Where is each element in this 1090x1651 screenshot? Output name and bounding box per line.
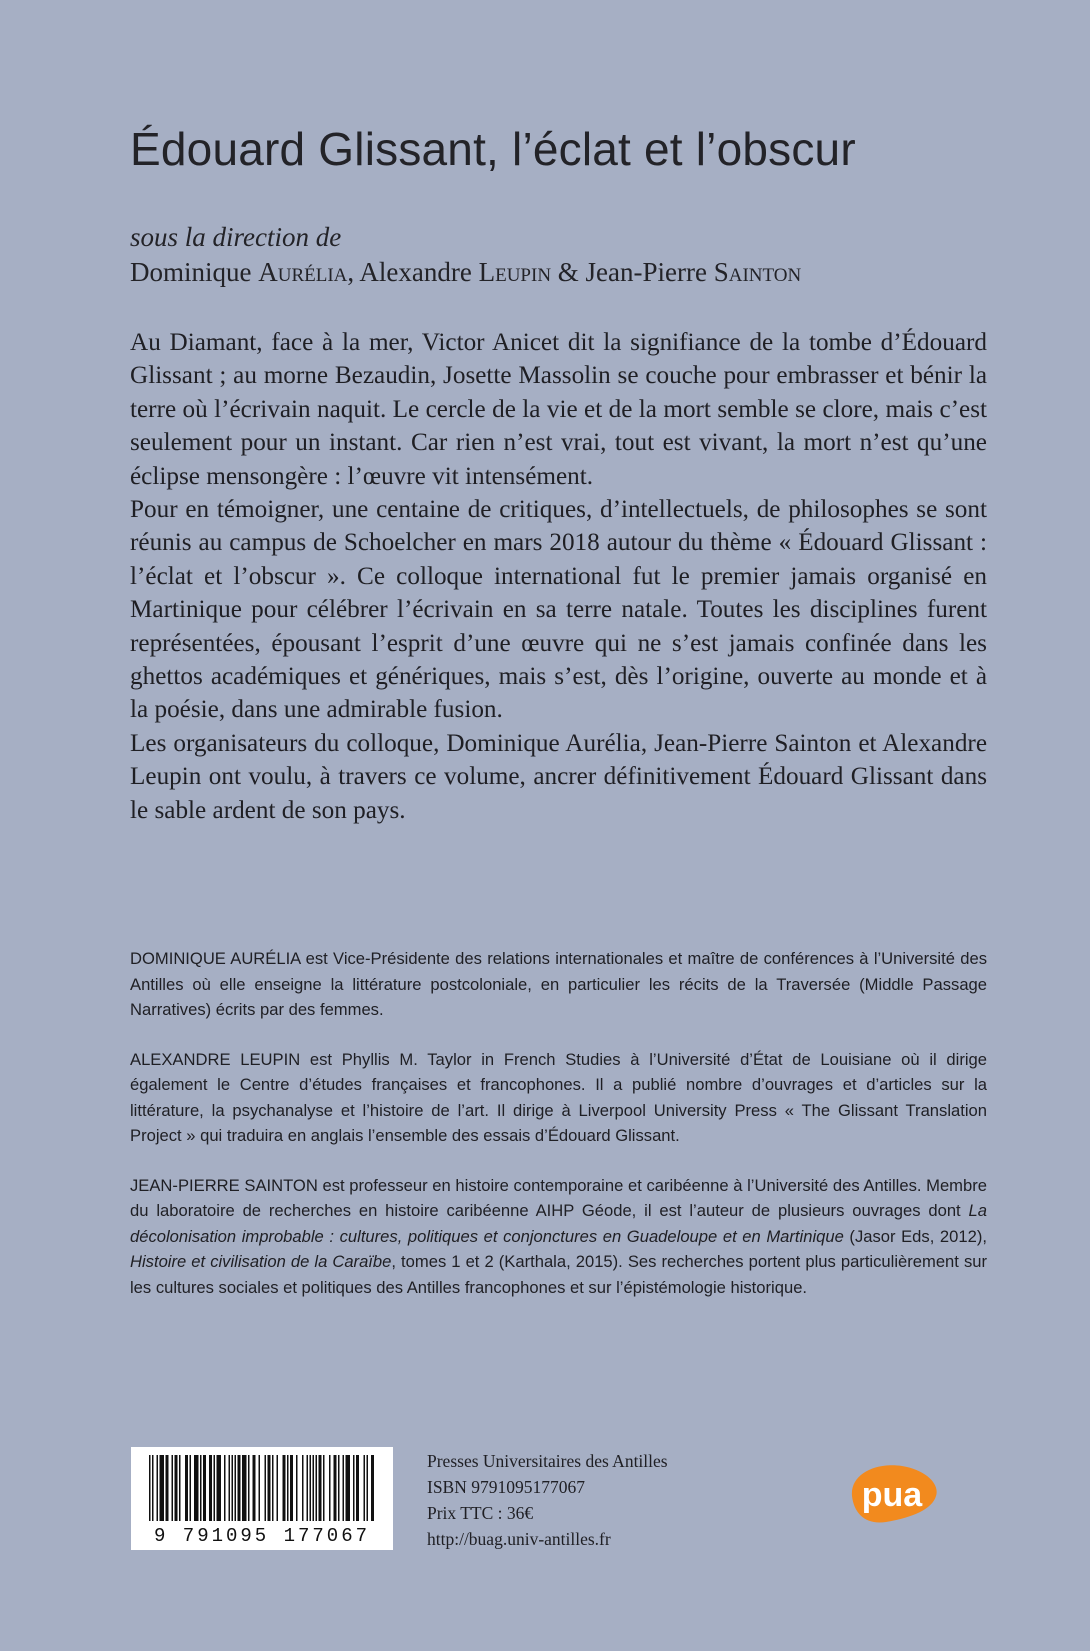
barcode-bar bbox=[310, 1455, 312, 1521]
barcode-bar bbox=[190, 1455, 192, 1521]
blurb bbox=[130, 326, 987, 827]
barcode-bar bbox=[364, 1455, 366, 1521]
barcode-bar bbox=[238, 1455, 241, 1521]
barcode-bar bbox=[175, 1455, 178, 1521]
barcode-bar bbox=[319, 1455, 322, 1521]
barcode-bar bbox=[152, 1455, 154, 1521]
barcode-bar bbox=[166, 1455, 169, 1521]
author-bios bbox=[130, 946, 987, 1324]
barcode-bar bbox=[316, 1455, 318, 1521]
barcode-bar bbox=[248, 1455, 250, 1521]
barcode-bar bbox=[329, 1455, 331, 1521]
barcode-bar bbox=[217, 1455, 222, 1521]
barcode-bar bbox=[185, 1455, 188, 1521]
book-title: Édouard Glissant, l’éclat et l’obscur bbox=[130, 123, 856, 175]
editors-line bbox=[130, 257, 801, 288]
barcode-bar bbox=[157, 1455, 159, 1521]
bio-sainton-book-1: La décolonisation improbable : cultures, politiques et conjonctures en Guadeloupe et en Martinique bbox=[130, 1201, 987, 1246]
barcode-bar bbox=[346, 1455, 351, 1521]
barcode-bar bbox=[356, 1455, 359, 1521]
barcode-bar bbox=[338, 1455, 340, 1521]
barcode-bar bbox=[179, 1455, 181, 1521]
barcode-bar bbox=[224, 1455, 226, 1521]
editor-1-last: Aurélia bbox=[258, 257, 348, 287]
blurb-paragraph: Les organisateurs du colloque, Dominique Aurélia, Jean-Pierre Sainton et Alexandre Leupin ont voulu, à travers ce volume, ancrer définitivement Édouard Glissant dans le sable ardent de son pays. bbox=[130, 729, 987, 824]
bio-sainton bbox=[130, 1173, 987, 1301]
publisher-url[interactable]: http://buag.univ-antilles.fr bbox=[427, 1529, 611, 1549]
barcode-bar bbox=[160, 1455, 165, 1521]
barcode-bar bbox=[307, 1455, 309, 1521]
editor-3-last: Sainton bbox=[713, 257, 802, 287]
isbn-text: ISBN 9791095177067 bbox=[427, 1477, 585, 1497]
barcode-bar bbox=[323, 1455, 325, 1521]
pua-logo bbox=[846, 1460, 942, 1526]
barcode-bar bbox=[203, 1455, 206, 1521]
barcode-bar bbox=[367, 1455, 369, 1521]
barcode-bar bbox=[334, 1455, 337, 1521]
barcode-bar bbox=[272, 1455, 274, 1521]
editor-1-first: Dominique bbox=[130, 257, 259, 287]
editor-sep-1: , Alexandre bbox=[347, 257, 479, 287]
bio-sainton-text-1: JEAN-PIERRE SAINTON est professeur en histoire contemporaine et caribéenne à l’Université des Antilles. Membre du laboratoire de recherches en histoire caribéenne AIHP Géode, il est l’auteur de plusieurs ouvrages dont bbox=[130, 1175, 987, 1220]
bio-sainton-book-2: Histoire et civilisation de la Caraïbe bbox=[130, 1252, 392, 1271]
barcode-bar bbox=[200, 1455, 202, 1521]
barcode-bar bbox=[242, 1455, 247, 1521]
barcode-bar bbox=[259, 1455, 261, 1521]
barcode-digits: 9 791095 177067 bbox=[153, 1525, 371, 1547]
barcode-bar bbox=[313, 1455, 315, 1521]
bio-aurelia: DOMINIQUE AURÉLIA est Vice-Présidente des relations internationales et maître de conférences à l’Université des Antilles où elle enseigne la littérature postcoloniale, en particulier les récits de la Traversée (Middle Passage Narratives) écrits par des femmes. bbox=[130, 949, 987, 1019]
isbn-barcode bbox=[131, 1447, 393, 1550]
barcode-bar bbox=[283, 1455, 286, 1521]
barcode-bar bbox=[268, 1455, 271, 1521]
pua-logo-text: pua bbox=[861, 1476, 923, 1514]
barcode-bar bbox=[353, 1455, 355, 1521]
bio-sainton-text-3: , tomes 1 et 2 (Karthala, 2015). Ses recherches portent plus particulièrement sur les cultures sociales et politiques des Antilles francophones et sur l’épistémologie historique. bbox=[130, 1252, 988, 1297]
barcode-bar bbox=[343, 1455, 345, 1521]
barcode-bar bbox=[229, 1455, 231, 1521]
barcode-bar bbox=[172, 1455, 174, 1521]
barcode-bars bbox=[149, 1455, 375, 1521]
barcode-bar bbox=[253, 1455, 256, 1521]
barcode-bar bbox=[287, 1455, 289, 1521]
blurb-paragraph: Au Diamant, face à la mer, Victor Anicet dit la signifiance de la tombe d’Édouard Glissant ; au morne Bezaudin, Josette Massolin se couche pour embrasser et bénir la terre où l’écrivain naquit. Le cercle de la vie et de la mort semble se clore, mais c’est seulement pour un instant. Car rien n’est vrai, tout est vivant, la mort n’est qu’une éclipse mensongère : l’œuvre vit intensément. bbox=[130, 329, 987, 490]
publisher-name: Presses Universitaires des Antilles bbox=[427, 1451, 668, 1471]
barcode-bar bbox=[277, 1455, 279, 1521]
barcode-bar bbox=[235, 1455, 237, 1521]
direction-label: sous la direction de bbox=[130, 222, 342, 252]
barcode-bar bbox=[149, 1455, 151, 1521]
blurb-paragraph: Pour en témoigner, une centaine de critiques, d’intellectuels, de philosophes se sont réunis au campus de Schoelcher en mars 2018 autour du thème « Édouard Glissant : l’éclat et l’obscur ». Ce colloque international fut le premier jamais organisé en Martinique pour célébrer l’écrivain en sa terre natale. Toutes les disciplines furent représentées, épousant l’esprit d’une œuvre qui ne s’est jamais confinée dans les ghettos académiques et génériques, mais s’est, dès l’origine, ouverte au monde et à la poésie, dans une admirable fusion. bbox=[130, 496, 987, 724]
publisher-info bbox=[427, 1448, 668, 1552]
barcode-bar bbox=[209, 1455, 212, 1521]
barcode-bar bbox=[290, 1455, 293, 1521]
bio-sainton-text-2: (Jasor Eds, 2012), bbox=[843, 1226, 987, 1246]
barcode-bar bbox=[194, 1455, 199, 1521]
barcode-bar bbox=[371, 1455, 374, 1521]
editor-sep-2: & Jean-Pierre bbox=[551, 257, 714, 287]
barcode-bar bbox=[214, 1455, 216, 1521]
barcode-bar bbox=[302, 1455, 304, 1521]
barcode-bar bbox=[232, 1455, 234, 1521]
editor-2-last: Leupin bbox=[478, 257, 552, 287]
price-text: Prix TTC : 36€ bbox=[427, 1503, 534, 1523]
barcode-bar bbox=[296, 1455, 298, 1521]
barcode-bar bbox=[265, 1455, 267, 1521]
bio-leupin: ALEXANDRE LEUPIN est Phyllis M. Taylor in French Studies à l’Université d’État de Louisiane où il dirige également le Centre d’études françaises et francophones. Il a publié nombre d’ouvrages et d’articles sur la littérature, la psychanalyse et l’histoire de l’art. Il dirige à Liverpool University Press « The Glissant Translation Project » qui traduira en anglais l’ensemble des essais d’Édouard Glissant. bbox=[130, 1049, 987, 1145]
